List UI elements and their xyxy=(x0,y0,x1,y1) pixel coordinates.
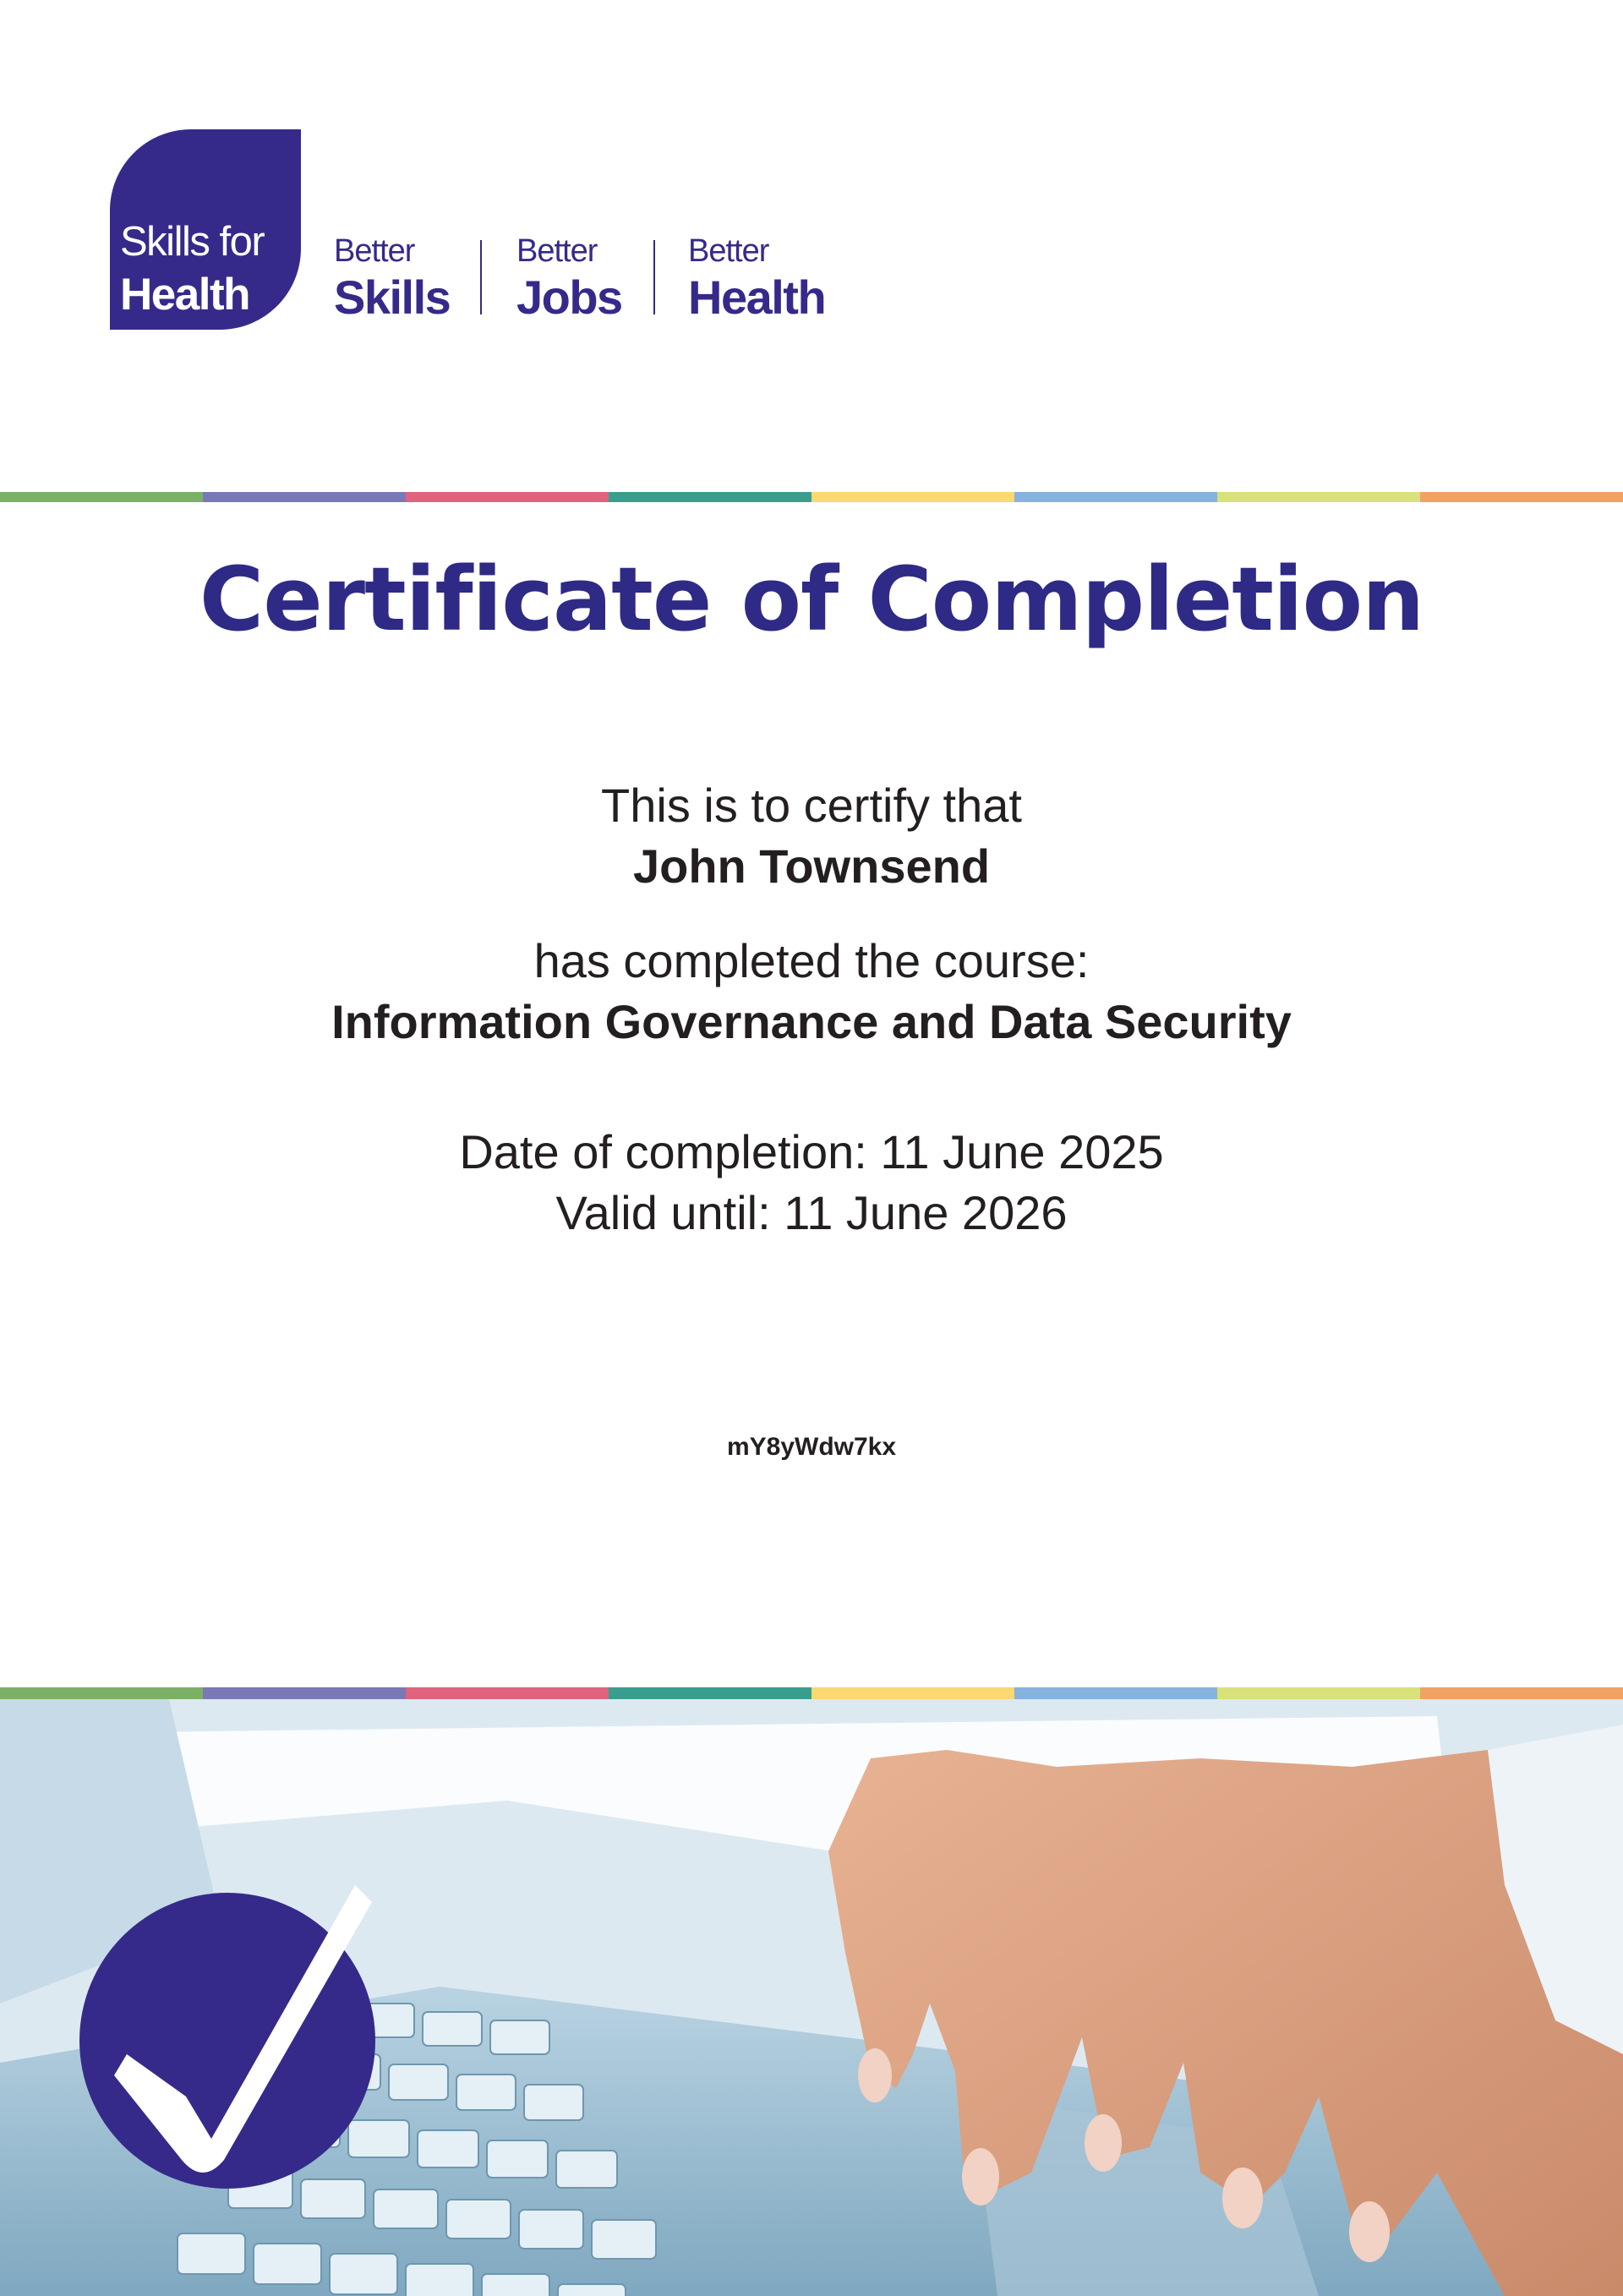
stripe-segment xyxy=(1014,492,1217,502)
tagline-small: Better xyxy=(688,233,769,269)
tagline-better-jobs xyxy=(516,233,622,324)
stripe-segment xyxy=(1217,1687,1420,1699)
tagline-big: Health xyxy=(688,271,826,324)
logo-text-line1: Skills for xyxy=(120,219,265,265)
tagline-better-health xyxy=(688,233,826,324)
certificate-code: mY8yWdw7kx xyxy=(726,1433,897,1461)
tagline-divider xyxy=(653,240,655,314)
tagline-small: Better xyxy=(516,233,598,269)
completed-text: has completed the course: xyxy=(533,934,1090,987)
certificate-title: Certificate of Completion xyxy=(199,548,1424,651)
tagline-better-skills xyxy=(334,233,451,324)
valid-until-date: Valid until: 11 June 2026 xyxy=(555,1186,1068,1239)
stripe-segment xyxy=(1420,492,1623,502)
recipient-name: John Townsend xyxy=(632,839,991,893)
tagline-small: Better xyxy=(334,233,415,269)
logo-text-line2: Health xyxy=(120,270,249,320)
color-stripe-top xyxy=(0,492,1623,502)
stripe-segment xyxy=(0,1687,203,1699)
stripe-segment xyxy=(609,492,812,502)
stripe-segment xyxy=(203,492,406,502)
tagline-big: Skills xyxy=(334,271,451,324)
stripe-segment xyxy=(406,1687,609,1699)
course-name: Information Governance and Data Security xyxy=(331,995,1292,1048)
stripe-segment xyxy=(203,1687,406,1699)
stripe-segment xyxy=(1420,1687,1623,1699)
stripe-segment xyxy=(406,492,609,502)
tagline-big: Jobs xyxy=(516,271,622,324)
tagline-divider xyxy=(480,240,482,314)
stripe-segment xyxy=(812,492,1014,502)
stripe-segment xyxy=(1014,1687,1217,1699)
stripe-segment xyxy=(812,1687,1014,1699)
stripe-segment xyxy=(609,1687,812,1699)
certify-intro: This is to certify that xyxy=(601,779,1022,832)
laptop-photo-illustration xyxy=(0,1699,1623,2296)
stripe-segment xyxy=(0,492,203,502)
stripe-segment xyxy=(1217,492,1420,502)
color-stripe-bottom xyxy=(0,1687,1623,1699)
laptop-typing-photo xyxy=(0,1699,1623,2296)
completion-date: Date of completion: 11 June 2025 xyxy=(459,1125,1164,1178)
